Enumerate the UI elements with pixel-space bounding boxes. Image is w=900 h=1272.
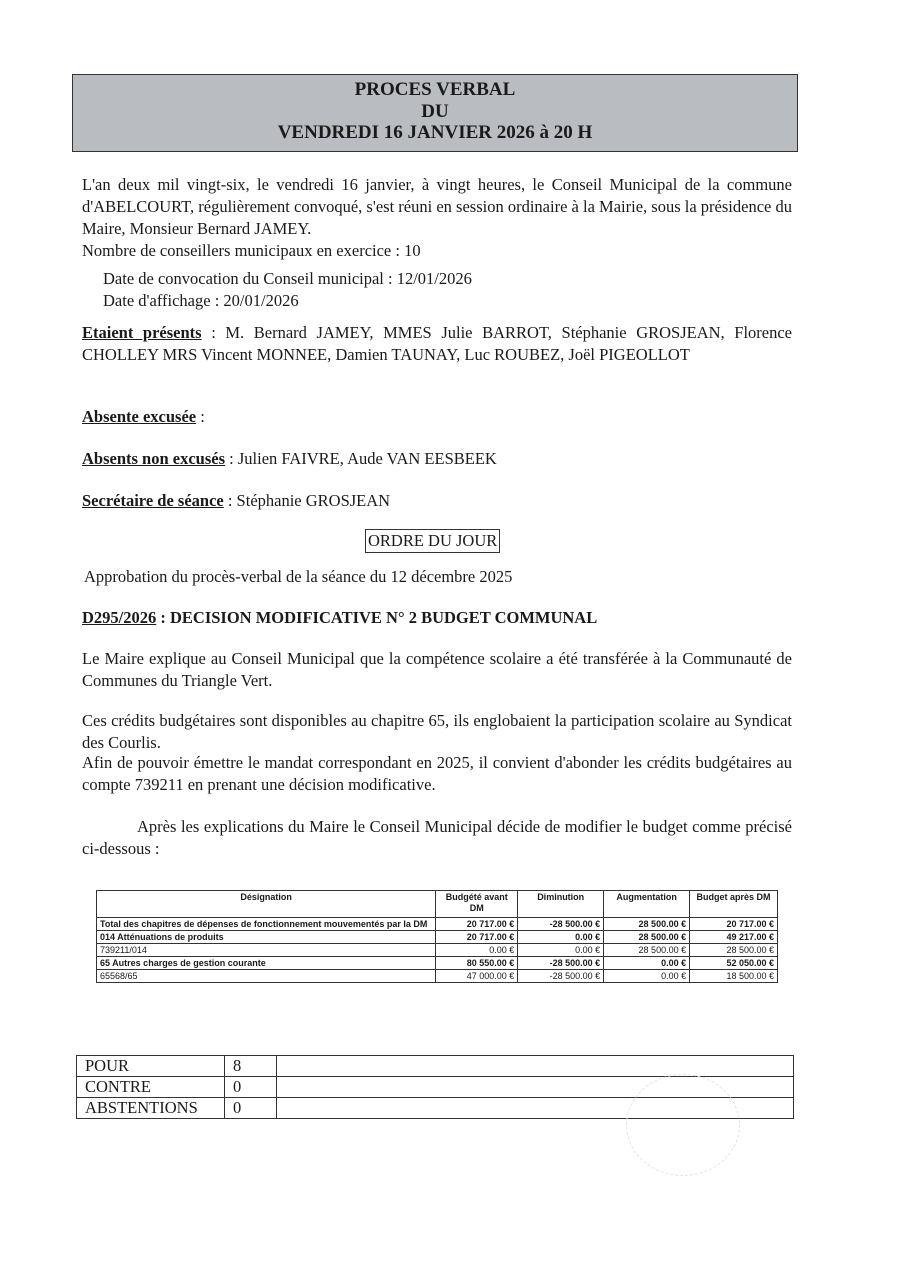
vote-count: 0 xyxy=(225,1098,277,1119)
table-row xyxy=(97,944,778,957)
cell-value: 20 717.00 € xyxy=(436,918,518,931)
presents-paragraph xyxy=(82,322,792,366)
decision-paragraph-3: Afin de pouvoir émettre le mandat correspondant en 2025, il convient d'abonder les crédits budgétaires au compte 739211 en prenant une décision modificative. xyxy=(82,753,792,794)
cell-value: 18 500.00 € xyxy=(690,970,778,983)
cell-value: 20 717.00 € xyxy=(436,931,518,944)
non-excuses-label: Absents non excusés xyxy=(82,449,226,468)
budget-header-row xyxy=(97,891,778,918)
header-augmentation: Augmentation xyxy=(604,891,690,918)
table-row xyxy=(97,918,778,931)
cell-value: 80 550.00 € xyxy=(436,957,518,970)
cell-designation: 014 Atténuations de produits xyxy=(97,931,436,944)
decision-paragraph-1: Le Maire explique au Conseil Municipal que la compétence scolaire a été transférée à la Communauté de Communes du Triangle Vert. xyxy=(82,649,792,690)
cell-value: 0.00 € xyxy=(604,970,690,983)
cell-value: 0.00 € xyxy=(518,931,604,944)
cell-value: 0.00 € xyxy=(604,957,690,970)
excusee-label: Absente excusée xyxy=(82,407,197,426)
cell-value: -28 500.00 € xyxy=(518,918,604,931)
cell-value: 20 717.00 € xyxy=(690,918,778,931)
decision-ref: D295/2026 xyxy=(82,608,157,627)
header-budget-apres: Budget après DM xyxy=(690,891,778,918)
cell-designation: Total des chapitres de dépenses de fonctionnement mouvementés par la DM xyxy=(97,918,436,931)
vote-label: ABSTENTIONS xyxy=(77,1098,225,1119)
decision-title: : DECISION MODIFICATIVE N° 2 BUDGET COMMUNAL xyxy=(156,608,598,627)
absents-non-excuses xyxy=(82,448,497,470)
vote-blank xyxy=(277,1056,794,1077)
cell-value: 28 500.00 € xyxy=(690,944,778,957)
cell-value: 28 500.00 € xyxy=(604,918,690,931)
cell-value: 28 500.00 € xyxy=(604,944,690,957)
cell-value: -28 500.00 € xyxy=(518,957,604,970)
cell-designation: 65 Autres charges de gestion courante xyxy=(97,957,436,970)
header-diminution: Diminution xyxy=(518,891,604,918)
cell-designation: 739211/014 xyxy=(97,944,436,957)
conseillers-count: Nombre de conseillers municipaux en exercice : 10 xyxy=(82,241,421,260)
cell-value: 0.00 € xyxy=(436,944,518,957)
secretaire-label: Secrétaire de séance xyxy=(82,491,224,510)
affichage-date: Date d'affichage : 20/01/2026 xyxy=(103,291,299,310)
secretaire-seance xyxy=(82,490,390,512)
cell-value: 49 217.00 € xyxy=(690,931,778,944)
presents-list: : M. Bernard JAMEY, MMES Julie BARROT, Stéphanie GROSJEAN, Florence CHOLLEY MRS Vincent MONNEE, Damien TAUNAY, Luc ROUBEZ, Joël PIGEOLLOT xyxy=(82,323,792,364)
absente-excusee xyxy=(82,406,205,428)
approbation-line: Approbation du procès-verbal de la séance du 12 décembre 2025 xyxy=(84,567,513,586)
budget-table xyxy=(96,890,778,983)
table-row xyxy=(97,957,778,970)
title-line-1: PROCES VERBAL xyxy=(354,79,516,100)
cell-value: 47 000.00 € xyxy=(436,970,518,983)
vote-label: POUR xyxy=(77,1056,225,1077)
decision-heading xyxy=(82,607,597,629)
header-designation: Désignation xyxy=(97,891,436,918)
convocation-date: Date de convocation du Conseil municipal : 12/01/2026 xyxy=(103,269,472,288)
decision-paragraph-4: Après les explications du Maire le Conseil Municipal décide de modifier le budget comme précisé ci-dessous : xyxy=(82,817,792,858)
table-row xyxy=(97,931,778,944)
cell-value: 28 500.00 € xyxy=(604,931,690,944)
cell-designation: 65568/65 xyxy=(97,970,436,983)
intro-paragraph: L'an deux mil vingt-six, le vendredi 16 janvier, à vingt heures, le Conseil Municipal de la commune d'ABELCOURT, régulièrement convoqué, s'est réuni en session ordinaire à la Mairie, sous la présidence du Maire, Monsieur Bernard JAMEY. xyxy=(82,175,792,238)
ordre-du-jour-box: ORDRE DU JOUR xyxy=(365,529,500,553)
non-excuses-list: : Julien FAIVRE, Aude VAN EESBEEK xyxy=(225,449,497,468)
vote-count: 0 xyxy=(225,1077,277,1098)
secretaire-name: : Stéphanie GROSJEAN xyxy=(223,491,391,510)
presents-label: Etaient présents xyxy=(82,323,202,342)
table-row xyxy=(97,970,778,983)
cell-value: 52 050.00 € xyxy=(690,957,778,970)
document-title xyxy=(72,74,798,152)
title-line-3: VENDREDI 16 JANVIER 2026 à 20 H xyxy=(277,122,593,143)
cell-value: 0.00 € xyxy=(518,944,604,957)
faded-stamp xyxy=(626,1074,740,1176)
excusee-list: : xyxy=(196,407,205,426)
cell-value: -28 500.00 € xyxy=(518,970,604,983)
decision-paragraph-2: Ces crédits budgétaires sont disponibles au chapitre 65, ils englobaient la participation scolaire au Syndicat des Courlis. xyxy=(82,711,792,752)
vote-count: 8 xyxy=(225,1056,277,1077)
vote-label: CONTRE xyxy=(77,1077,225,1098)
header-budgete-avant: Budgété avant DM xyxy=(436,891,518,918)
title-line-2: DU xyxy=(421,100,449,122)
